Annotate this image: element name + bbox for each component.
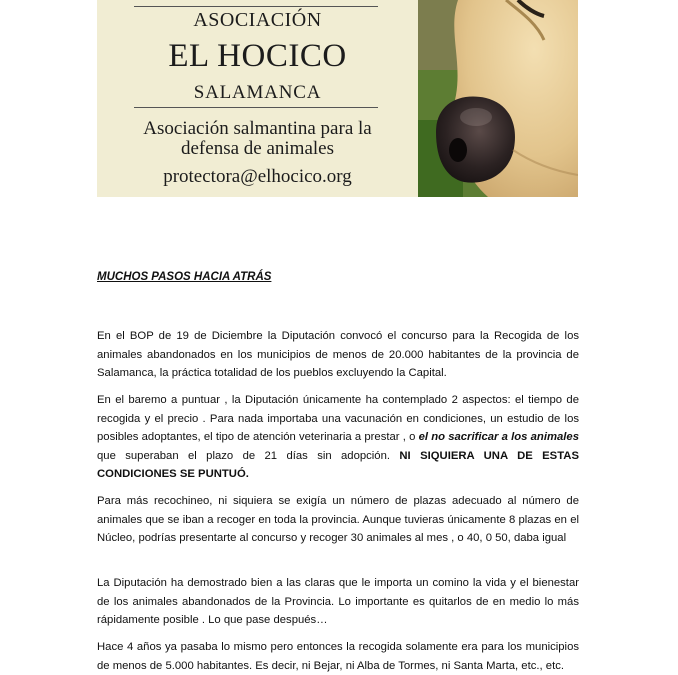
banner-text-panel [97, 0, 418, 197]
article-paragraph-5: Hace 4 años ya pasaba lo mismo pero entonces la recogida solamente era para los municipios de menos de 5.000 habitantes. Es decir, ni Bejar, ni Alba de Tormes, ni Santa Marta, etc., etc. [97, 641, 579, 672]
association-label: ASOCIACIÓN [193, 9, 322, 31]
association-banner [97, 0, 578, 197]
paragraph-2-emphasis: el no sacrificar a los animales [418, 431, 579, 444]
contact-email[interactable]: protectora@elhocico.org [163, 166, 352, 187]
tagline-line-2: defensa de animales [181, 138, 334, 159]
dog-snout-illustration [418, 0, 578, 197]
article-paragraph-1: En el BOP de 19 de Diciembre la Diputación convocó el concurso para la Recogida de los animales abandonados en los municipios de menos de 20.000 habitantes de la provincia de Salamanca, la práctica totalidad de los pueblos excluyendo la Capital. [97, 330, 579, 380]
article-paragraph-2 [97, 391, 579, 484]
association-city: SALAMANCA [193, 82, 322, 103]
banner-top-rule [134, 6, 378, 7]
paragraph-2-text-a: En el baremo a puntuar , la Diputación únicamente ha contemplado 2 aspectos: el tiempo de recogida y el precio . Para nada importaba una vacunación en condiciones, un estudio de los posibles adoptantes, el tipo de atención veterinaria a prestar , o [97, 394, 579, 444]
association-name: EL HOCICO [168, 38, 347, 74]
tagline-line-1: Asociación salmantina para la [143, 118, 372, 139]
paragraph-2-text-b: que superaban el plazo de 21 días sin adopción. [97, 449, 400, 462]
banner-bottom-rule [134, 107, 378, 108]
article-paragraph-3: Para más recochineo, ni siquiera se exigía un número de plazas adecuado al número de animales que se iban a recoger en toda la provincia. Aunque tuvieras únicamente 8 plazas en el Núcleo, podrías presentarte al concurso y recoger 30 animales al mes , o 40, 0 50, daba igual [97, 495, 579, 545]
dog-snout-photo [418, 0, 578, 197]
article-paragraph-4: La Diputación ha demostrado bien a las claras que le importa un comino la vida y el bienestar de los animales abandonados de la Provincia. Lo importante es quitarlos de en medio lo más rápidamente posible . Lo que pase después… [97, 577, 579, 627]
article-title: MUCHOS PASOS HACIA ATRÁS [97, 271, 272, 283]
paragraph-2-strong: NI SIQUIERA UNA DE ESTAS CONDICIONES SE PUNTUÓ. [97, 449, 579, 481]
